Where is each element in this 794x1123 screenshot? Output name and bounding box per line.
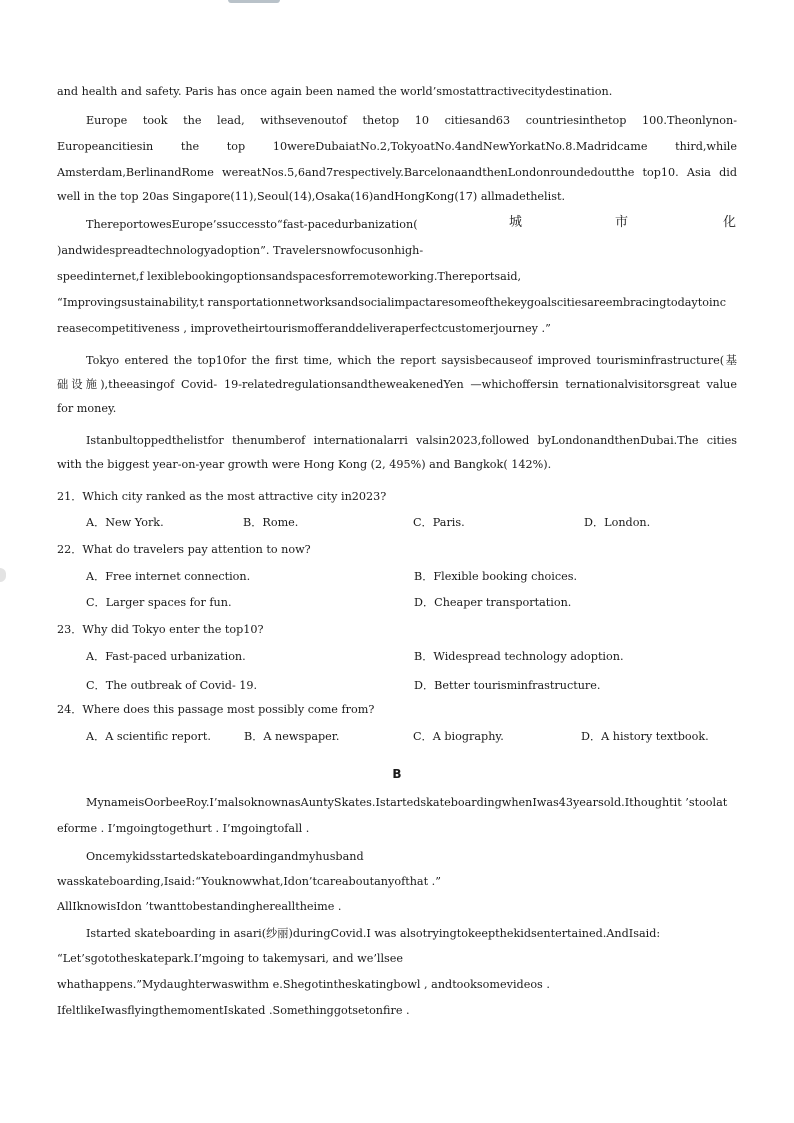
passage-b-line: AllIknowisIdon ’twanttobestandingherealltheime .: [57, 900, 342, 913]
left-edge-mark: [0, 568, 6, 582]
option-a[interactable]: A．Fast-paced urbanization.: [86, 650, 246, 663]
passage-a-line: reasecompetitiveness , improvetheirtourismofferanddeliveraperfectcustomerjourney .”: [57, 322, 551, 335]
passage-b-line: wasskateboarding,Isaid:“Youknowwhat,Idon’tcareaboutanyofthat .”: [57, 875, 441, 888]
passage-b-line: MynameisOorbeeRoy.I’malsoknownasAuntySkates.IstartedskateboardingwhenIwas43yearsold.Ithoughtit ’stoolat: [86, 796, 728, 809]
option-b[interactable]: B．A newspaper.: [244, 730, 340, 743]
option-c[interactable]: C．The outbreak of Covid- 19.: [86, 679, 258, 692]
passage-a-line: Europe took the lead, withsevenoutof thetop 10 citiesand63 countriesinthetop 100.Theonlynon-: [86, 114, 737, 127]
passage-a-line: Istanbultoppedthelistfor thenumberof internationalarri valsin2023,followed byLondonandthenDubai.The cities: [86, 434, 737, 447]
option-c[interactable]: C．Paris.: [413, 516, 465, 529]
top-edge-mark: [228, 0, 280, 3]
option-b[interactable]: B．Flexible booking choices.: [414, 570, 578, 583]
passage-b-line: whathappens.”Mydaughterwaswithm e.Shegotintheskatingbowl , andtooksomevideos .: [57, 978, 550, 991]
option-b[interactable]: B．Rome.: [243, 516, 299, 529]
passage-b-line: Istarted skateboarding in asari(纱丽)duringCovid.I was alsotryingtokeepthekidsentertained.AndIsaid:: [86, 927, 661, 940]
passage-a-cjk-char: 化: [723, 215, 737, 230]
passage-a-line: ThereportowesEurope’ssuccessto“fast-pacedurbanization(: [86, 218, 418, 231]
question-stem: 22．What do travelers pay attention to now?: [57, 543, 311, 556]
passage-b-line: eforme . I’mgoingtogethurt . I’mgoingtofall .: [57, 822, 310, 835]
passage-a-line: Europeancitiesin the top 10wereDubaiatNo.2,TokyoatNo.4andNewYorkatNo.8.Madridcame third,while: [57, 140, 737, 153]
passage-a-line: speedinternet,f lexiblebookingoptionsandspacesforremoteworking.Thereportsaid,: [57, 270, 522, 283]
passage-a-line: Amsterdam,BerlinandRome wereatNos.5,6and7respectively.BarcelonaandthenLondonroundedoutthe top10. Asia did: [57, 166, 737, 179]
option-b[interactable]: B．Widespread technology adoption.: [414, 650, 624, 663]
option-c[interactable]: C．A biography.: [413, 730, 504, 743]
option-a[interactable]: A．Free internet connection.: [86, 570, 251, 583]
option-d[interactable]: D．London.: [584, 516, 651, 529]
question-stem: 21．Which city ranked as the most attractive city in2023?: [57, 490, 387, 503]
passage-a-line: and health and safety. Paris has once again been named the world’smostattractivecitydestination.: [57, 85, 613, 98]
passage-a-line: )andwidespreadtechnologyadoption”. Travelersnowfocusonhigh-: [57, 244, 424, 257]
passage-a-cjk-char: 城: [509, 215, 523, 230]
passage-a-line: Tokyo entered the top10for the first time, which the report saysisbecauseof improved tourisminfrastructure(基: [86, 354, 737, 367]
passage-b-line: IfeltlikeIwasflyingthemomentIskated .Somethinggotsetonfire .: [57, 1004, 410, 1017]
option-d[interactable]: D．Better tourisminfrastructure.: [414, 679, 601, 692]
passage-a-line: 础设施),theeasingof Covid- 19-relatedregulationsandtheweakenedYen —whichoffersin ternationalvisitorsgreat value: [57, 378, 737, 391]
passage-a-line: for money.: [57, 402, 117, 415]
passage-a-line: “Improvingsustainability,t ransportationnetworksandsocialimpactaresomeofthekeygoalscitiesareembracingtodaytoinc: [57, 296, 727, 309]
option-a[interactable]: A．New York.: [86, 516, 164, 529]
option-a[interactable]: A．A scientific report.: [86, 730, 211, 743]
passage-b-line: Oncemykidsstartedskateboardingandmyhusband: [86, 850, 364, 863]
question-stem: 24．Where does this passage most possibly come from?: [57, 703, 375, 716]
option-c[interactable]: C．Larger spaces for fun.: [86, 596, 232, 609]
passage-a-line: with the biggest year-on-year growth were Hong Kong (2, 495%) and Bangkok( 142%).: [57, 458, 552, 471]
option-d[interactable]: D．A history textbook.: [581, 730, 709, 743]
passage-a-line: well in the top 20as Singapore(11),Seoul(14),Osaka(16)andHongKong(17) allmadethelist.: [57, 190, 565, 203]
question-stem: 23．Why did Tokyo enter the top10?: [57, 623, 264, 636]
passage-a-cjk-char: 市: [615, 215, 629, 230]
section-heading: B: [392, 767, 402, 781]
option-d[interactable]: D．Cheaper transportation.: [414, 596, 572, 609]
passage-b-line: “Let’sgototheskatepark.I’mgoing to takemysari, and we’llsee: [57, 952, 404, 965]
